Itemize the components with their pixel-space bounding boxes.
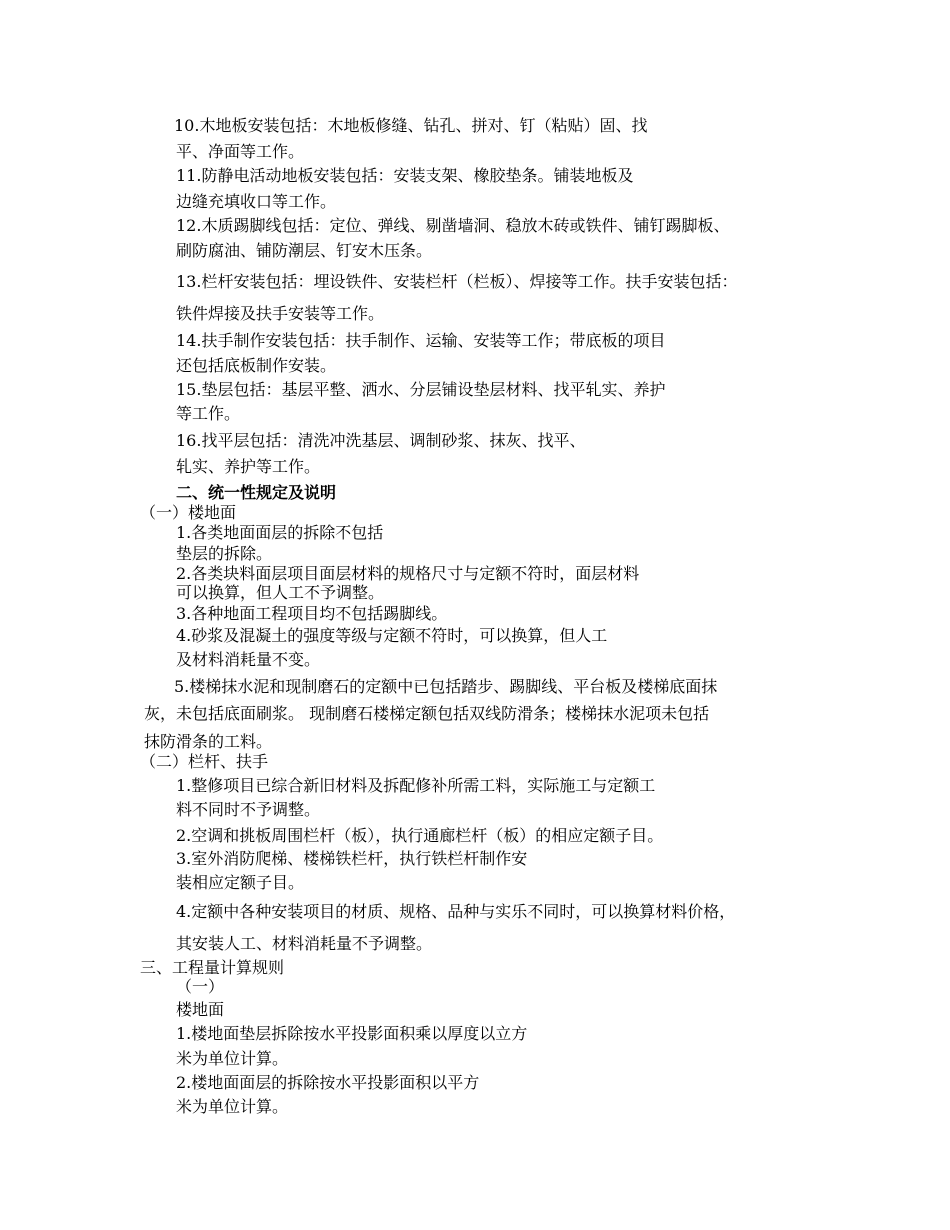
text-line: 3.室外消防爬梯、楼梯铁栏杆，执行铁栏杆制作安 <box>176 849 528 868</box>
text-line: 刷防腐油、铺防潮层、钉安木压条。 <box>176 241 433 260</box>
text-line: 1.各类地面面层的拆除不包括 <box>176 523 384 542</box>
text-line: 装相应定额子目。 <box>176 873 305 892</box>
text-line: 还包括底板制作安装。 <box>176 356 337 375</box>
text-line: 10.木地板安装包括：木地板修缝、钻孔、拼对、钉（粘贴）固、找 <box>174 116 648 135</box>
text-line: 铁件焊接及扶手安装等工作。 <box>176 304 385 323</box>
text-line: 4.砂浆及混凝土的强度等级与定额不符时，可以换算，但人工 <box>176 626 608 645</box>
subsection-heading: （一） <box>176 977 225 996</box>
text-line: 其安装人工、材料消耗量不予调整。 <box>176 934 433 953</box>
text-line: 米为单位计算。 <box>176 1049 289 1068</box>
subsection-heading: 楼地面 <box>176 1000 225 1019</box>
text-line: 边缝充填收口等工作。 <box>176 192 337 211</box>
section-heading: 二、统一性规定及说明 <box>176 483 337 502</box>
text-line: 11.防静电活动地板安装包括：安装支架、橡胶垫条。铺装地板及 <box>176 166 634 185</box>
text-line: 3.各种地面工程项目均不包括踢脚线。 <box>176 604 448 623</box>
text-line: 13.栏杆安装包括：埋设铁件、安装栏杆（栏板）、焊接等工作。扶手安装包括： <box>176 272 738 291</box>
text-line: 米为单位计算。 <box>176 1097 289 1116</box>
text-line: 可以换算，但人工不予调整。 <box>176 583 385 602</box>
section-heading: 三、工程量计算规则 <box>140 958 285 977</box>
text-line: 灰，未包括底面刷浆。 现制磨石楼梯定额包括双线防滑条；楼梯抹水泥项未包括 <box>144 704 710 723</box>
text-line: 及材料消耗量不变。 <box>176 650 321 669</box>
text-line: 平、净面等工作。 <box>176 142 305 161</box>
text-line: 2.空调和挑板周围栏杆（板），执行通廊栏杆（板）的相应定额子目。 <box>176 826 664 845</box>
text-line: 等工作。 <box>176 404 241 423</box>
text-line: 15.垫层包括：基层平整、洒水、分层铺设垫层材料、找平轧实、养护 <box>176 380 666 399</box>
text-line: 14.扶手制作安装包括：扶手制作、运输、安装等工作；带底板的项目 <box>176 331 666 350</box>
text-line: 16.找平层包括：清洗冲洗基层、调制砂浆、抹灰、找平、 <box>176 431 586 450</box>
text-line: 5.楼梯抹水泥和现制磨石的定额中已包括踏步、踢脚线、平台板及楼梯底面抹 <box>174 677 718 696</box>
subsection-heading: （二）栏杆、扶手 <box>140 752 269 771</box>
text-line: 2.各类块料面层项目面层材料的规格尺寸与定额不符时，面层材料 <box>176 564 640 583</box>
text-line: 抹防滑条的工料。 <box>144 732 273 751</box>
subsection-heading: （一）楼地面 <box>140 503 237 522</box>
text-line: 料不同时不予调整。 <box>176 800 321 819</box>
text-line: 1.楼地面垫层拆除按水平投影面积乘以厚度以立方 <box>176 1024 528 1043</box>
text-line: 12.木质踢脚线包括：定位、弹线、剔凿墙洞、稳放木砖或铁件、铺钉踢脚板、 <box>176 216 730 235</box>
text-line: 垫层的拆除。 <box>176 544 273 563</box>
text-line: 轧实、养护等工作。 <box>176 457 321 476</box>
text-line: 1.整修项目已综合新旧材料及拆配修补所需工料，实际施工与定额工 <box>176 776 656 795</box>
text-line: 4.定额中各种安装项目的材质、规格、品种与实乐不同时，可以换算材料价格， <box>176 902 736 921</box>
text-line: 2.楼地面面层的拆除按水平投影面积以平方 <box>176 1073 480 1092</box>
